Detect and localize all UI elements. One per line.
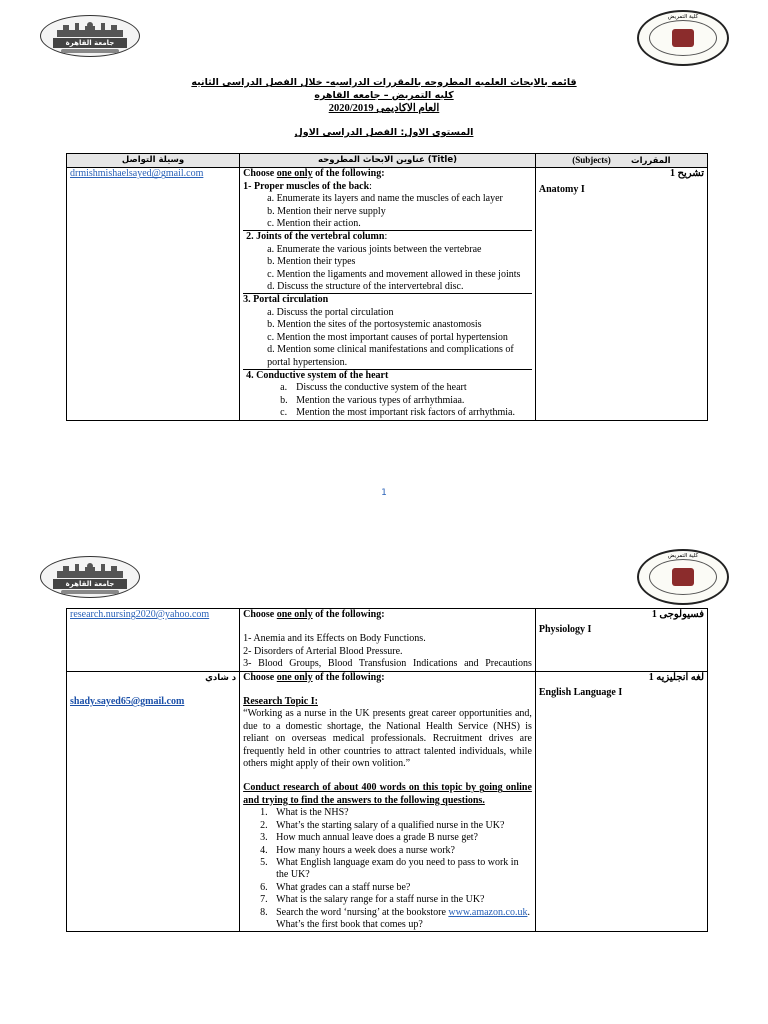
question-number: 6. — [260, 881, 268, 893]
list-item: c. Mention the ligaments and movement allowed in these joints — [267, 268, 521, 280]
subject-english: Anatomy I — [538, 183, 585, 195]
list-item: a. Enumerate its layers and name the muscles of each layer — [267, 193, 503, 205]
topics-cell — [240, 609, 536, 672]
intro-text-post: of the following: — [312, 609, 385, 620]
question-text-post: . What’s the first book that comes up? — [276, 906, 530, 930]
question-text: How much annual leave does a grade B nurse get? — [276, 832, 478, 844]
subject-arabic: تشريح 1 — [670, 168, 704, 180]
document-page-1 — [0, 0, 768, 500]
research-table-p1 — [66, 153, 708, 421]
list-text: 3- Blood Groups, Blood Transfusion Indications and Precautions — [243, 658, 532, 670]
list-text: Mention the most important risk factors of arrhythmia. — [296, 407, 515, 419]
topic-2-title: 2. Joints of the vertebral column — [246, 231, 385, 243]
list-item: b. Mention their nerve supply — [267, 205, 386, 217]
table-row — [67, 609, 708, 672]
question-text: What English language exam do you need to pass to work in the UK? — [276, 856, 519, 881]
list-item — [243, 395, 529, 407]
list-item: 1- Anemia and its Effects on Body Functions. — [243, 633, 426, 645]
list-item: b. Mention the sites of the portosystemic anastomosis — [267, 319, 482, 331]
skyline-icon — [55, 21, 125, 37]
header-academic-year: العام الاكاديمى 2020/2019 — [328, 103, 440, 114]
list-item — [243, 820, 532, 832]
list-item: d. Mention some clinical manifestations and complications of portal hypertension. — [267, 344, 514, 368]
list-label: c. — [280, 407, 288, 419]
topic-quote: “Working as a nurse in the UK presents great career opportunities and, due to a domestic shortage, the National Health Service (NHS) is reliant on overseas medical professionals. Recruitment drives are frequently held in other countries to attract talented individuals, while others might apply of their own volition.” — [243, 708, 532, 770]
list-text: Mention the various types of arrhythmiaa. — [296, 394, 465, 406]
intro-text-pre: Choose — [243, 168, 277, 180]
list-item — [243, 907, 532, 932]
list-item — [243, 894, 532, 906]
question-number: 1. — [260, 807, 268, 819]
question-text — [276, 907, 532, 932]
question-number: 3. — [260, 832, 268, 844]
topic-2-head — [243, 231, 529, 243]
list-item — [243, 807, 532, 819]
intro-text-emphasis: one only — [276, 168, 313, 180]
intro-text-post: of the following: — [312, 671, 385, 683]
document-page-2 — [0, 530, 768, 1024]
intro-text-emphasis: one only — [276, 671, 313, 683]
page-number: 1 — [381, 488, 387, 498]
spacer — [243, 684, 532, 696]
topic-3-block — [243, 293, 532, 368]
question-text: What grades can a staff nurse be? — [276, 881, 411, 893]
research-task: Conduct research of about 400 words on this topic by going online and trying to find the answers to the following questions. — [243, 782, 532, 806]
question-text: What is the salary range for a staff nurse in the UK? — [276, 894, 485, 906]
header-level: المستوى الاول: الفصل الدراسى الاول — [294, 127, 474, 138]
list-label: a. — [280, 382, 288, 394]
topic-intro — [243, 609, 532, 621]
spacer — [243, 770, 532, 782]
subject-arabic: فسيولوجى 1 — [651, 609, 704, 620]
list-item: b. Mention their types — [267, 256, 356, 268]
subject-cell — [535, 168, 707, 420]
seal-emblem — [672, 29, 694, 47]
list-item: 2- Disorders of Arterial Blood Pressure. — [243, 645, 403, 657]
subject-cell — [535, 609, 707, 672]
nursing-faculty-seal — [637, 10, 729, 66]
question-text: What is the NHS? — [276, 807, 349, 819]
question-list — [243, 807, 532, 931]
question-text-pre: Search the word ‘nursing’ at the bookstore — [276, 906, 449, 918]
subjects-en-label: (Subjects) — [572, 155, 611, 165]
contact-email-link[interactable]: research.nursing2020@yahoo.com — [70, 609, 210, 620]
column-header-contact: وسيلة التواصل — [67, 154, 240, 168]
contact-name: د شادي — [205, 672, 237, 683]
seal-text: كلية التمريض — [667, 14, 699, 20]
topic-2-colon: : — [384, 231, 388, 243]
table-row — [67, 671, 708, 932]
topic-1-colon: : — [369, 180, 372, 192]
list-item — [243, 832, 532, 844]
header-title: قائمه بالابحاث العلميه المطروحه بالمقررات الدراسيه- خلال الفصل الدراسى الثانيه — [191, 77, 577, 88]
topics-cell — [240, 168, 536, 420]
table-row — [67, 168, 708, 420]
amazon-link[interactable]: www.amazon.co.uk — [448, 906, 528, 918]
topic-2-block — [243, 230, 532, 293]
intro-text-pre: Choose — [243, 671, 277, 683]
list-item — [243, 382, 529, 394]
seal-emblem — [672, 568, 694, 586]
list-item: a. Enumerate the various joints between the vertebrae — [267, 243, 482, 255]
intro-text-pre: Choose — [243, 609, 277, 620]
list-item — [243, 882, 532, 894]
logo-band: جامعة القاهرة — [53, 579, 127, 589]
list-item: a. Discuss the portal circulation — [267, 306, 394, 318]
list-item — [243, 407, 529, 419]
subject-arabic: لغه انجليزيه 1 — [648, 671, 704, 683]
logo-band: جامعة القاهرة — [53, 38, 127, 48]
spacer — [243, 621, 532, 633]
topic-4-head: 4. Conductive system of the heart — [246, 369, 389, 381]
column-header-title: عناوين الابحاث المطروحه (Title) — [240, 154, 536, 168]
question-number: 8. — [260, 906, 268, 918]
subject-cell — [535, 671, 707, 932]
cairo-university-logo — [40, 556, 140, 598]
question-number: 7. — [260, 894, 268, 906]
table-header-row — [67, 154, 708, 168]
question-number: 2. — [260, 819, 268, 831]
list-item — [243, 658, 532, 670]
intro-text-post: of the following: — [312, 168, 385, 180]
topic-4-block — [243, 369, 532, 420]
header-faculty: كليه التمريض – جامعه القاهره — [314, 90, 454, 101]
spacer — [70, 684, 236, 696]
intro-text-emphasis: one only — [276, 609, 313, 620]
logo-subband — [61, 49, 119, 53]
seal-text: كلية التمريض — [667, 553, 699, 559]
list-text: Discuss the conductive system of the heart — [296, 382, 467, 394]
list-item: d. Discuss the structure of the intervertebral disc. — [267, 281, 464, 293]
contact-cell — [67, 609, 240, 672]
question-number: 4. — [260, 844, 268, 856]
question-text: What’s the starting salary of a qualified nurse in the UK? — [276, 819, 505, 831]
subjects-ar-label: المقررات — [631, 156, 671, 166]
topic-3-head: 3. Portal circulation — [243, 294, 329, 306]
research-topic-heading: Research Topic I: — [243, 696, 318, 708]
question-number: 5. — [260, 856, 268, 868]
topic-intro — [243, 168, 532, 230]
subject-english: Physiology I — [538, 624, 592, 636]
logo-subband — [61, 590, 119, 594]
cairo-university-logo — [40, 15, 140, 57]
contact-email-link[interactable]: shady.sayed65@gmail.com — [70, 696, 185, 708]
contact-cell — [67, 168, 240, 420]
topics-cell — [240, 671, 536, 932]
column-header-subjects — [535, 154, 707, 168]
nursing-faculty-seal — [637, 549, 729, 605]
list-item: c. Mention their action. — [267, 218, 361, 230]
list-label: b. — [280, 394, 288, 406]
topic-intro — [243, 672, 532, 684]
list-item — [243, 857, 532, 882]
contact-cell — [67, 671, 240, 932]
topic-1-head — [243, 181, 529, 193]
research-table-p2 — [66, 608, 708, 932]
subject-english: English Language I — [538, 687, 623, 699]
skyline-icon — [55, 562, 125, 578]
list-item: c. Mention the most important causes of portal hypertension — [267, 331, 508, 343]
list-item — [243, 845, 532, 857]
topic-1-title: 1- Proper muscles of the back — [243, 180, 370, 192]
contact-email-link[interactable]: drmishmishaelsayed@gmail.com — [70, 168, 204, 180]
question-text: How many hours a week does a nurse work? — [276, 844, 455, 856]
